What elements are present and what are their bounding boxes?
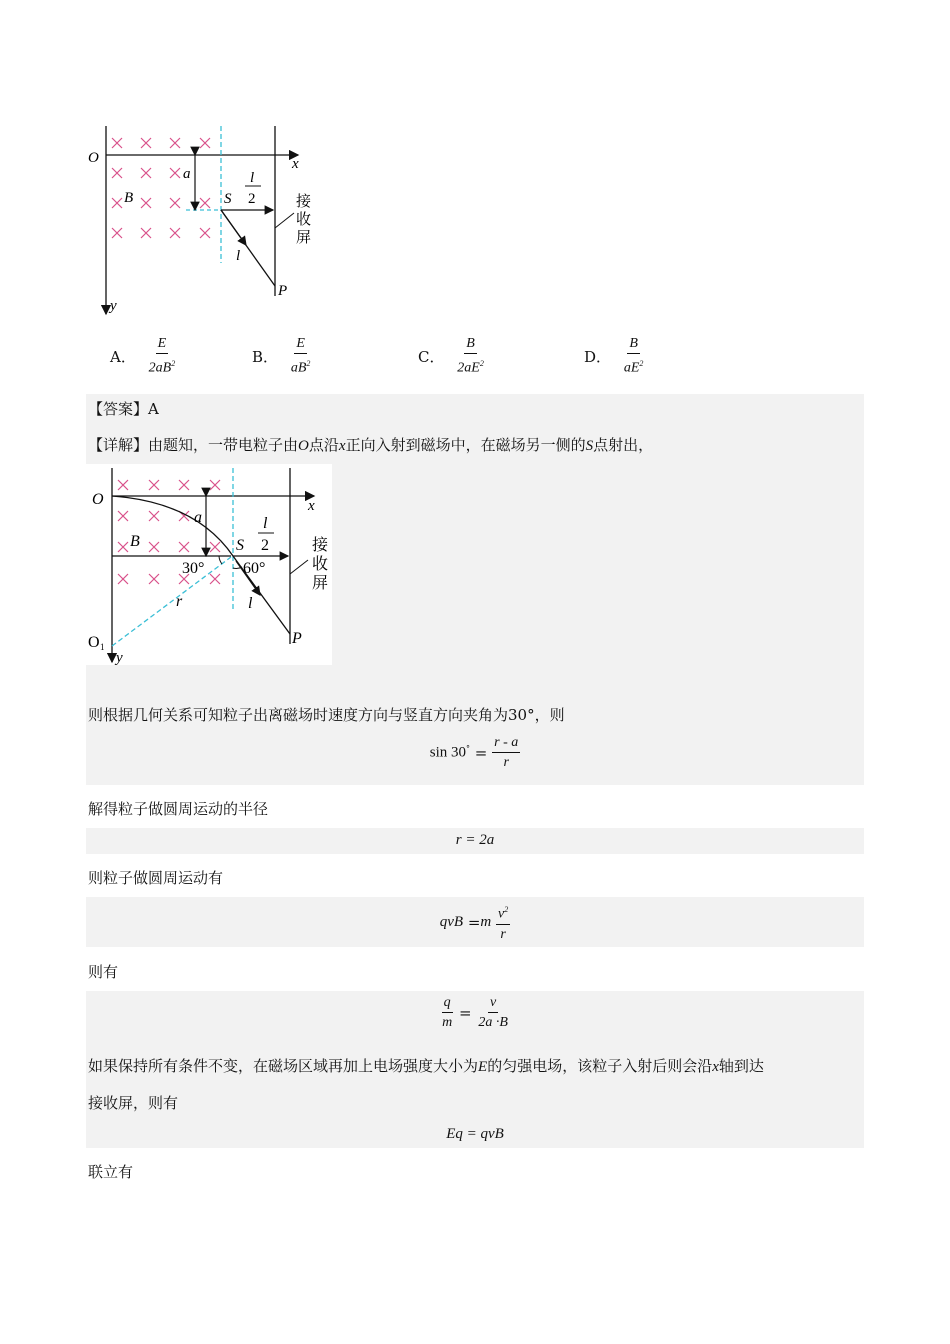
eq1-num: r - a xyxy=(492,735,520,753)
detail-x: x xyxy=(338,438,346,454)
eq3-lhs: qvB xyxy=(439,913,464,930)
para-6: 联立有 xyxy=(88,1163,134,1181)
eq3-m: m xyxy=(480,913,492,930)
label-r: r xyxy=(176,593,183,610)
eq4-lnum: q xyxy=(442,995,453,1013)
label-l: l xyxy=(236,248,241,264)
option-c-den: 2aE xyxy=(457,360,480,376)
option-d-den: aE xyxy=(623,360,640,376)
detail-text-2: 点沿 xyxy=(308,436,339,454)
label-l-half-den: 2 xyxy=(248,191,256,207)
option-a xyxy=(110,336,177,377)
option-c-sup: 2 xyxy=(479,359,484,368)
para5-x: x xyxy=(712,1059,719,1075)
para5-a: 如果保持所有条件不变，在磁场区域再加上电场强度大小为 xyxy=(88,1057,479,1075)
para5-b: 的匀强电场，该粒子入射后则会沿 xyxy=(487,1057,713,1075)
option-b-den: aB xyxy=(290,360,307,376)
label-P: P xyxy=(292,630,302,647)
option-d-sup: 2 xyxy=(639,359,644,368)
eq4-eq: = xyxy=(458,1004,472,1022)
label-angle-60: 60° xyxy=(243,560,266,577)
label-screen-2: 收 xyxy=(296,212,312,228)
label-y: y xyxy=(110,298,117,314)
equation-3 xyxy=(86,902,864,943)
detail-S: S xyxy=(585,438,594,454)
label-S: S xyxy=(236,537,244,554)
option-b-label: B． xyxy=(252,347,279,366)
para-1: 则根据几何关系可知粒子出离磁场时速度方向与竖直方向夹角为30°，则 xyxy=(88,706,565,724)
option-a-sup: 2 xyxy=(171,359,176,368)
para-2: 解得粒子做圆周运动的半径 xyxy=(88,800,269,818)
label-l-half-num: l xyxy=(250,170,255,186)
equation-4 xyxy=(86,995,864,1031)
eq1-eq: = xyxy=(474,744,488,762)
para-5-line-2: 接收屏，则有 xyxy=(88,1094,179,1112)
option-d xyxy=(584,336,645,377)
label-O: O xyxy=(92,491,104,508)
eq3-num-sup: 2 xyxy=(504,905,509,914)
figure-1 xyxy=(84,118,324,324)
label-screen-1: 接 xyxy=(312,537,329,554)
option-c-label: C． xyxy=(418,347,445,366)
eq1-deg: ° xyxy=(466,744,470,753)
label-y: y xyxy=(116,650,123,665)
option-b-num: E xyxy=(294,336,307,354)
option-a-den: 2aB xyxy=(148,360,172,376)
label-O1-sub: 1 xyxy=(100,642,105,652)
label-l-half-num: l xyxy=(263,515,268,532)
para-5 xyxy=(88,1055,764,1076)
detail-tag: 【详解】 xyxy=(88,436,149,454)
option-a-num: E xyxy=(156,336,169,354)
option-d-num: B xyxy=(627,336,640,354)
eq3-eq: = xyxy=(467,913,481,932)
equation-5: Eq = qvB xyxy=(446,1126,504,1142)
option-c xyxy=(418,336,486,377)
answer-line xyxy=(88,398,159,419)
detail-text-4: 点射出， xyxy=(593,436,654,454)
answer-value: A xyxy=(148,400,159,418)
option-d-label: D． xyxy=(584,347,612,366)
eq1-lhs: sin 30 xyxy=(429,744,466,761)
label-screen-2: 收 xyxy=(312,556,329,573)
option-b xyxy=(252,336,312,377)
equation-2: r = 2a xyxy=(455,832,495,848)
label-B: B xyxy=(124,190,134,206)
label-a: a xyxy=(183,166,191,182)
eq1-den: r xyxy=(503,755,509,770)
detail-O: O xyxy=(298,438,309,454)
label-a: a xyxy=(194,509,202,526)
para5-c: 轴到达 xyxy=(718,1057,764,1075)
label-O1: O xyxy=(88,634,100,651)
eq4-num: v xyxy=(488,995,498,1013)
detail-text-3: 正向入射到磁场中，在磁场另一侧的 xyxy=(345,436,586,454)
label-x: x xyxy=(292,156,299,172)
label-P: P xyxy=(278,283,288,299)
option-c-num: B xyxy=(464,336,477,354)
label-S: S xyxy=(224,191,232,207)
option-b-sup: 2 xyxy=(306,359,311,368)
label-l: l xyxy=(248,595,253,612)
answer-tag: 【答案】 xyxy=(88,400,149,418)
eq3-den: r xyxy=(500,926,506,942)
para-4: 则有 xyxy=(88,963,119,981)
label-screen-3: 屏 xyxy=(296,230,312,246)
detail-text-1: 由题知，一带电粒子由 xyxy=(148,436,299,454)
eq4-den: 2a ·B xyxy=(478,1015,508,1030)
option-a-label: A． xyxy=(110,347,136,366)
label-x: x xyxy=(308,498,315,514)
label-O: O xyxy=(88,150,99,166)
figure-2 xyxy=(86,464,332,665)
label-angle-30: 30° xyxy=(182,560,205,577)
detail-line xyxy=(88,434,653,455)
equation-1 xyxy=(86,735,864,771)
para5-E: E xyxy=(478,1059,488,1075)
eq4-lden: m xyxy=(442,1015,453,1030)
label-l-half-den: 2 xyxy=(261,537,269,554)
label-screen-1: 接 xyxy=(296,194,312,210)
label-B: B xyxy=(130,533,140,550)
para-3: 则粒子做圆周运动有 xyxy=(88,869,224,887)
label-screen-3: 屏 xyxy=(312,575,329,592)
eq3-num: v xyxy=(498,906,505,922)
